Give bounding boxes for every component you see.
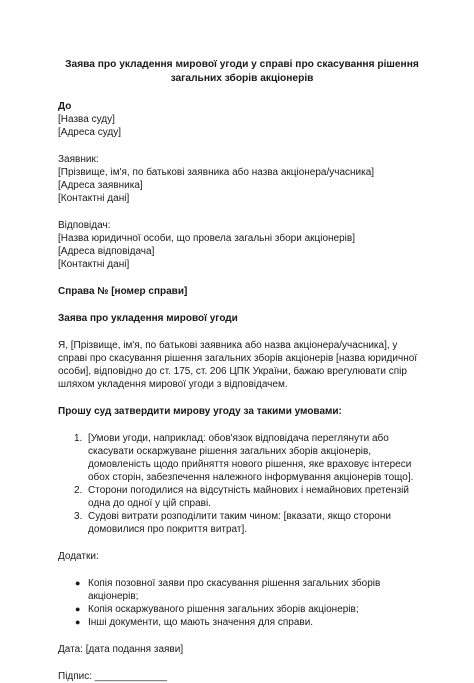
attachment-text: Копія оскаржуваного рішення загальних зборів акціонерів; [88,604,359,615]
terms-list [58,432,426,536]
list-item [58,603,426,616]
attachments-list [58,577,426,629]
list-number: 1. [74,433,83,444]
list-number: 2. [74,485,83,496]
intro-paragraph: Я, [Прізвище, ім'я, по батькові заявника або назва акціонера/учасника], у справі про скасування рішення загальних зборів акціонерів [назва юридичної особи], відповідно до ст. 175, ст. 206 ЦПК України, бажаю врегулювати спір шляхом укладення мирової угоди з відповідачем. [58,340,418,390]
term-text: Сторони погодилися на відсутність майнових і немайнових претензій одна до одної у цій справі. [88,485,409,509]
attachment-text: Копія позовної заяви про скасування рішення загальних зборів акціонерів; [88,578,381,602]
attachments-label: Додатки: [58,551,99,562]
list-item [58,484,426,510]
bullet-icon: ● [75,617,81,627]
request-heading: Прошу суд затвердити мирову угоду за такими умовами: [58,406,342,417]
term-text: [Умови угоди, наприклад: обов'язок відповідача переглянути або скасувати оскаржуване рішення загальних зборів акціонерів, домовленість щодо прийняття нового рішення, яке враховує інтереси обох сторін, забезпечення належного інформування акціонерів тощо]. [88,433,414,483]
applicant-name: [Прізвище, ім'я, по батькові заявника або назва акціонера/учасника] [58,167,375,178]
respondent-block [58,219,426,271]
respondent-address: [Адреса відповідача] [58,246,155,257]
term-text: Судові витрати розподілити таким чином: [вказати, якщо сторони домовилися про покриття витрат]. [88,511,391,535]
addressee-block [58,100,426,139]
signature-line: Підпис: _____________ [58,671,168,682]
applicant-address: [Адреса заявника] [58,180,143,191]
addressee-label: До [58,101,72,112]
bullet-icon: ● [75,578,81,588]
applicant-block [58,153,426,205]
respondent-contacts: [Контактні дані] [58,259,130,270]
date-line: Дата: [дата подання заяви] [58,644,184,655]
subject-heading: Заява про укладення мирової угоди [58,313,238,324]
case-number: Справа № [номер справи] [58,286,188,297]
list-item [58,577,426,603]
list-item [58,432,426,484]
applicant-label: Заявник: [58,154,99,165]
list-item [58,510,426,536]
document-title: Заява про укладення мирової угоди у справі про скасування рішення загальних зборів акціонерів [65,59,419,84]
applicant-contacts: [Контактні дані] [58,193,130,204]
respondent-name: [Назва юридичної особи, що провела загальні збори акціонерів] [58,233,355,244]
court-name: [Назва суду] [58,114,115,125]
bullet-icon: ● [75,604,81,614]
respondent-label: Відповідач: [58,220,111,231]
court-address: [Адреса суду] [58,127,122,138]
attachment-text: Інші документи, що мають значення для справи. [88,617,314,628]
list-number: 3. [74,511,83,522]
list-item [58,616,426,629]
